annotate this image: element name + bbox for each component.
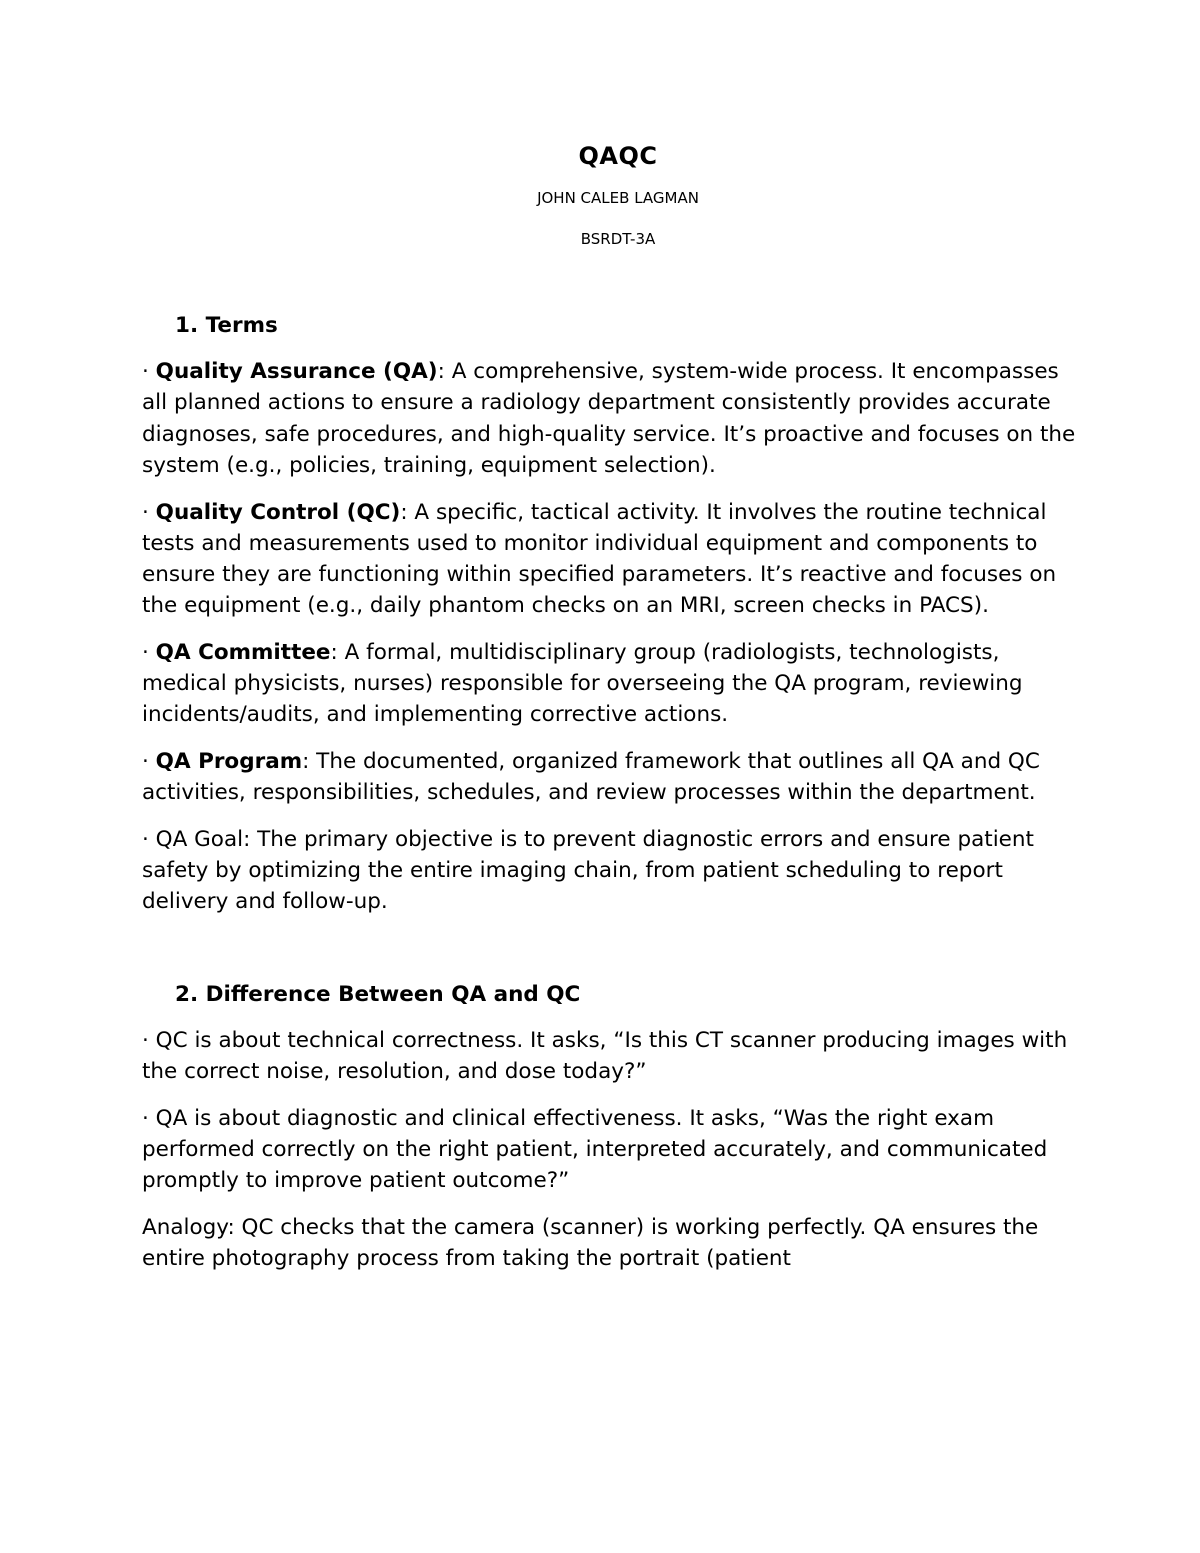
term-quality-assurance xyxy=(142,356,1077,481)
term-label: QA Program xyxy=(155,748,303,774)
document-body xyxy=(142,310,1077,1290)
difference-text: QA is about diagnostic and clinical effectiveness. It asks, “Was the right exam performed correctly on the right patient, interpreted accurately, and communicated promptly to improve patient outcome?” xyxy=(142,1106,1048,1194)
difference-qa xyxy=(142,1103,1077,1197)
term-qa-goal xyxy=(142,824,1077,918)
section-spacer xyxy=(142,933,1077,979)
author-name: JOHN CALEB LAGMAN xyxy=(537,189,699,207)
section-heading-terms: 1. Terms xyxy=(175,313,278,338)
term-label: QA Committee xyxy=(155,639,331,665)
bullet: · xyxy=(142,499,156,525)
bullet: · xyxy=(142,359,156,385)
term-label: Quality Assurance (QA) xyxy=(155,359,438,385)
term-definition: : A comprehensive, system-wide process. It encompasses all planned actions to ensure a radiology department consistently provides accurate diagnoses, safe procedures, and high-quality service. It’s proactive and focuses on the system (e.g., policies, training, equipment selection). xyxy=(142,359,1076,478)
analogy-paragraph: Analogy: QC checks that the camera (scanner) is working perfectly. QA ensures the entire photography process from taking the portrait (patient xyxy=(142,1215,1039,1272)
term-label: Quality Control (QC) xyxy=(155,499,401,525)
term-definition: : The documented, organized framework that outlines all QA and QC activities, responsibilities, schedules, and review processes within the department. xyxy=(142,748,1040,806)
term-qa-committee xyxy=(142,637,1077,731)
term-quality-control xyxy=(142,497,1077,622)
bullet: · xyxy=(142,748,156,774)
bullet: · xyxy=(142,1028,156,1054)
term-qa-program xyxy=(142,746,1077,808)
bullet: · xyxy=(142,1106,156,1132)
bullet: · xyxy=(142,826,156,852)
difference-text: QC is about technical correctness. It asks, “Is this CT scanner producing images with the correct noise, resolution, and dose today?” xyxy=(142,1028,1068,1085)
section-heading-difference: 2. Difference Between QA and QC xyxy=(175,981,581,1007)
difference-qc xyxy=(142,1025,1077,1087)
bullet: · xyxy=(142,639,156,665)
term-definition: : A formal, multidisciplinary group (radiologists, technologists, medical physicists, nurses) responsible for overseeing the QA program, reviewing incidents/audits, and implementing corrective actions. xyxy=(142,639,1023,728)
document-title: QAQC xyxy=(578,142,658,170)
term-definition: QA Goal: The primary objective is to prevent diagnostic errors and ensure patient safety by optimizing the entire imaging chain, from patient scheduling to report delivery and follow-up. xyxy=(142,826,1034,915)
course-section: BSRDT-3A xyxy=(580,230,656,248)
term-definition: : A specific, tactical activity. It involves the routine technical tests and measurements used to monitor individual equipment and components to ensure they are functioning within specified parameters. It’s reactive and focuses on the equipment (e.g., daily phantom checks on an MRI, screen checks in PACS). xyxy=(142,499,1057,619)
